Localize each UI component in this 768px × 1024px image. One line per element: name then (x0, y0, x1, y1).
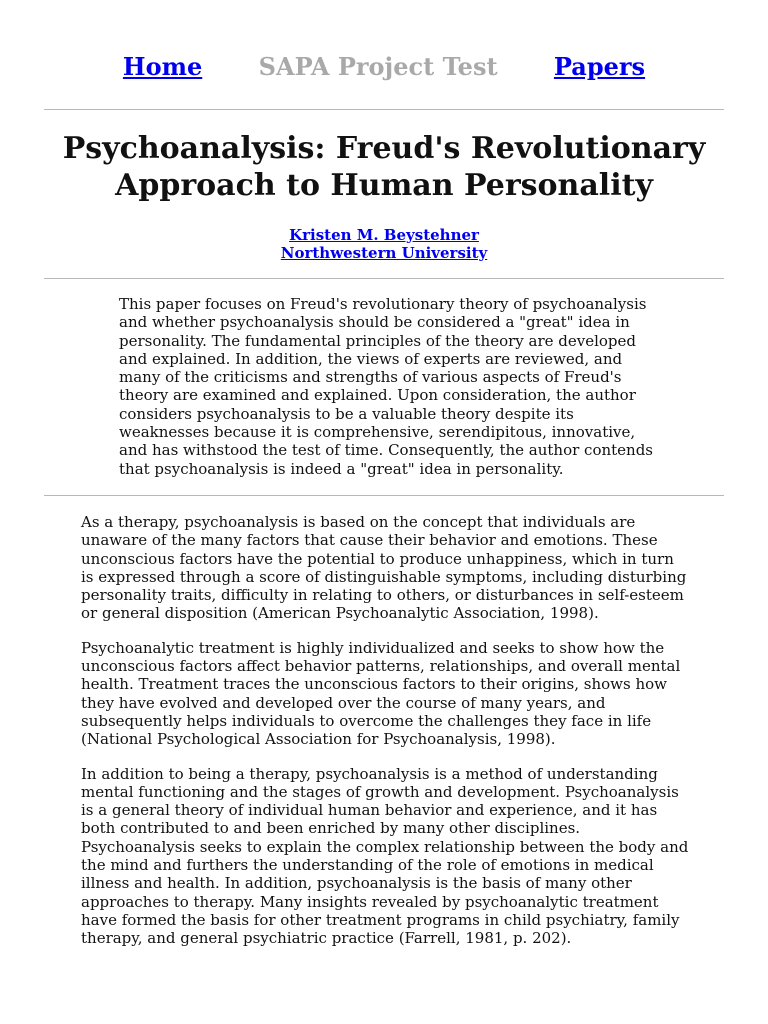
nav-item-sapa-project-test: SAPA Project Test (258, 52, 498, 81)
divider-top (44, 109, 724, 110)
nav-link-papers[interactable]: Papers (553, 52, 646, 81)
divider-author (44, 278, 724, 279)
divider-abstract (44, 495, 724, 496)
top-navigation (0, 50, 768, 84)
author-name-link[interactable]: Kristen M. Beystehner (289, 226, 479, 244)
abstract-text: This paper focuses on Freud's revolutionary theory of psychoanalysis and whether psychoanalysis should be considered a "great" idea in personality. The fundamental principles of the theory are developed and explained. In addition, the views of experts are reviewed, and many of the criticisms and strengths of various aspects of Freud's theory are examined and explained. Upon consideration, the author considers psychoanalysis to be a valuable theory despite its weaknesses because it is comprehensive, serendipitous, innovative, and has withstood the test of time. Consequently, the author contends that psychoanalysis is indeed a "great" idea in personality. (119, 295, 654, 478)
body-paragraph: In addition to being a therapy, psychoanalysis is a method of understanding mental functioning and the stages of growth and development. Psychoanalysis is a general theory of individual human behavior and experience, and it has both contributed to and been enriched by many other disciplines. Psychoanalysis seeks to explain the complex relationship between the body and the mind and furthers the understanding of the role of emotions in medical illness and health. In addition, psychoanalysis is the basis of many other approaches to therapy. Many insights revealed by psychoanalytic treatment have formed the basis for other treatment programs in child psychiatry, family therapy, and general psychiatric practice (Farrell, 1981, p. 202). (81, 764, 689, 948)
nav-link-home[interactable]: Home (122, 52, 203, 81)
author-affiliation-link[interactable]: Northwestern University (280, 244, 488, 262)
body-paragraph: Psychoanalytic treatment is highly individualized and seeks to show how the unconscious factors affect behavior patterns, relationships, and overall mental health. Treatment traces the unconscious factors to their origins, shows how they have evolved and developed over the course of many years, and subsequently helps individuals to overcome the challenges they face in life (National Psychological Association for Psychoanalysis, 1998). (81, 638, 681, 749)
author-block (0, 226, 768, 262)
page-title: Psychoanalysis: Freud's Revolutionary Approach to Human Personality (62, 131, 706, 203)
article-body (81, 513, 691, 964)
body-paragraph: As a therapy, psychoanalysis is based on the concept that individuals are unaware of the many factors that cause their behavior and emotions. These unconscious factors have the potential to produce unhappiness, which in turn is expressed through a score of distinguishable symptoms, including disturbing personality traits, difficulty in relating to others, or disturbances in self-esteem or general disposition (American Psychoanalytic Association, 1998). (81, 513, 687, 623)
